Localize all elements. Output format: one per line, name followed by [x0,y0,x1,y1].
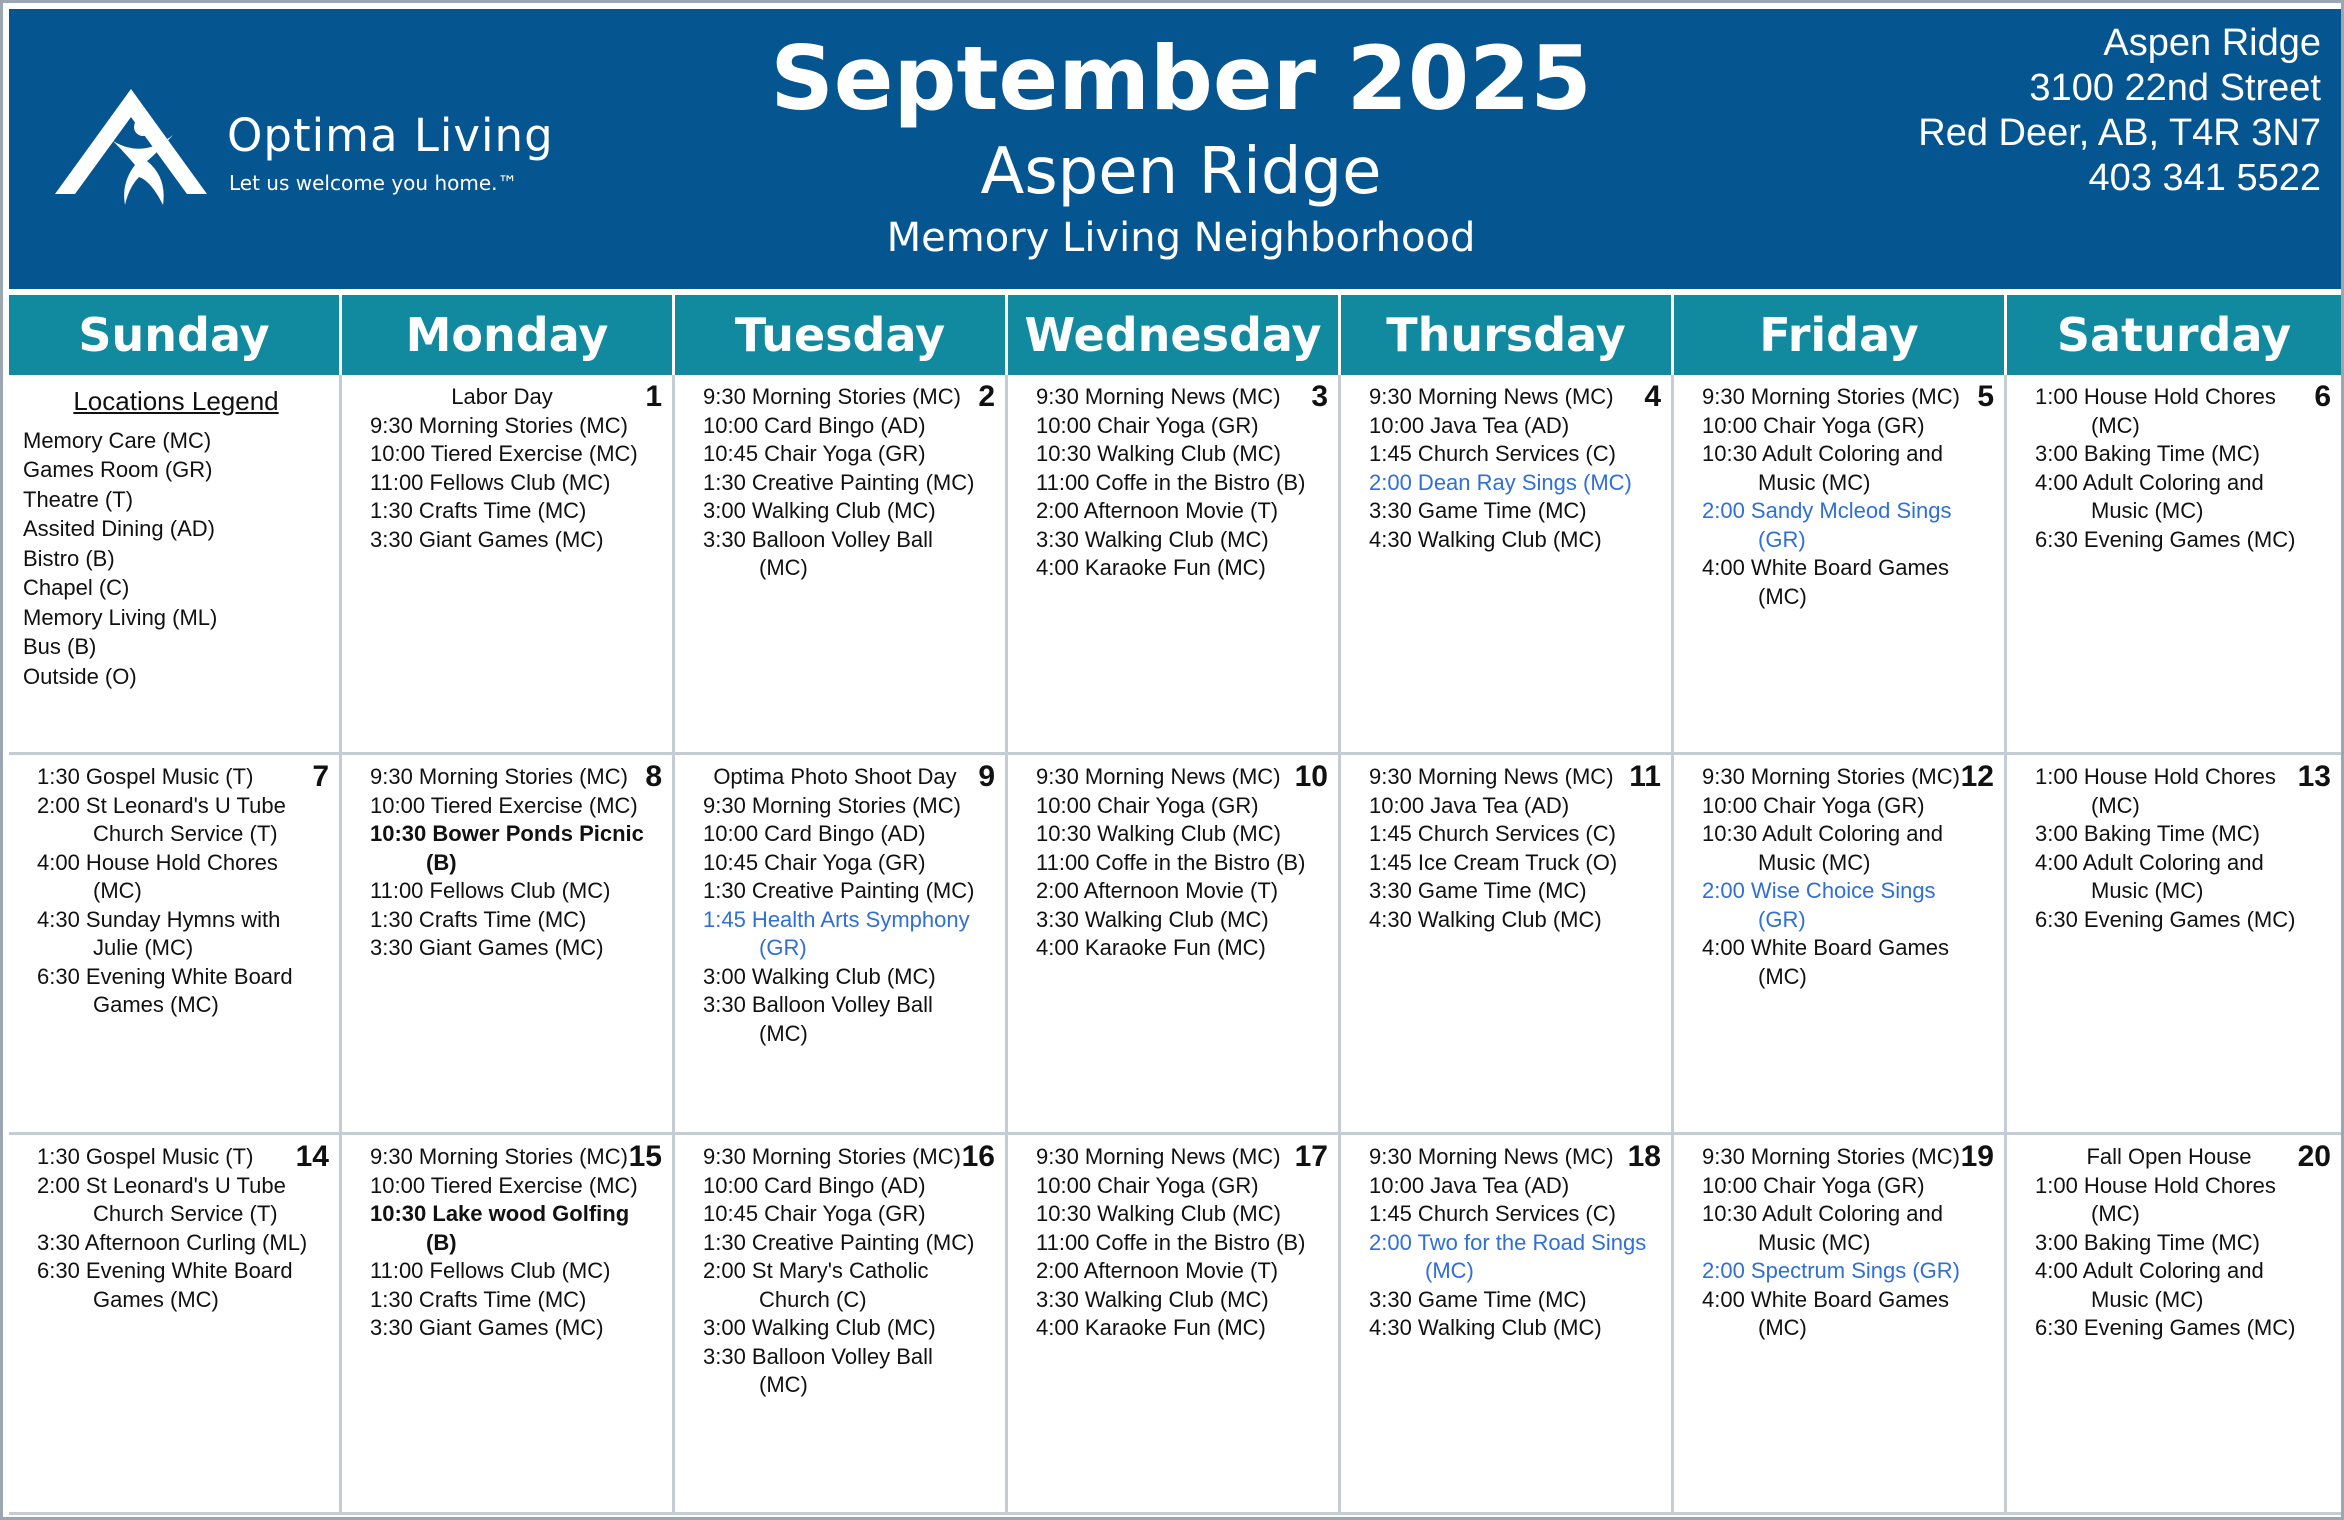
event-item: 3:00 Walking Club (MC) [703,498,936,523]
day-number: 5 [1977,380,1994,413]
event-list [356,1140,662,1343]
logo-wordmark: Optima Living [227,109,554,162]
event-item: 6:30 Evening Games (MC) [2035,906,2296,932]
event-list [1022,760,1328,963]
event-item: 10:30 Walking Club (MC) [1036,821,1281,846]
event-item: 11:00 Fellows Club (MC) [370,469,611,495]
day-cell [1341,755,1674,1135]
event-item: 4:00 Karaoke Fun (MC) [1036,555,1266,580]
address-line: Aspen Ridge [2103,22,2321,64]
day-number: 18 [1627,1140,1661,1173]
event-item: 1:30 Gospel Music (T) [37,1144,254,1169]
residence-name: Aspen Ridge [980,135,1382,209]
event-item: 3:30 Game Time (MC) [1369,878,1587,903]
event-item: 10:00 Chair Yoga (GR) [1036,412,1259,438]
event-item: 4:00 House Hold Chores (MC) [37,849,278,903]
contact-address [1918,21,2321,201]
event-item: 11:00 Coffe in the Bistro (B) [1036,1229,1306,1255]
event-item: 2:00 Two for the Road Sings (MC) [1369,1229,1647,1283]
day-number: 8 [645,760,662,793]
event-item: 1:45 Ice Cream Truck (O) [1369,849,1618,875]
weekday-thursday: Thursday [1341,295,1674,375]
day-number: 15 [628,1140,662,1173]
event-list [1022,380,1328,583]
event-list [689,380,995,583]
event-item: 10:30 Bower Ponds Picnic (B) [370,821,644,875]
legend-title: Locations Legend [73,386,279,416]
event-item: 3:30 Balloon Volley Ball (MC) [703,526,933,580]
event-list [356,760,662,963]
event-item: 10:00 Tiered Exercise (MC) [370,441,638,466]
event-item: 9:30 Morning Stories (MC) [703,1144,961,1169]
event-item: 10:30 Walking Club (MC) [1036,1201,1281,1226]
event-item: 4:30 Walking Club (MC) [1369,906,1602,932]
event-item: 4:00 Adult Coloring and Music (MC) [2035,1258,2264,1312]
event-item: 2:00 Afternoon Movie (T) [1036,1258,1279,1283]
locations-legend [9,375,342,755]
day-number: 7 [312,760,329,793]
event-item: 3:30 Giant Games (MC) [370,1315,604,1340]
event-item: 6:30 Evening Games (MC) [2035,526,2296,552]
event-item: 1:45 Church Services (C) [1369,441,1616,466]
event-item: 4:30 Walking Club (MC) [1369,1315,1602,1340]
day-number: 16 [961,1140,995,1173]
event-item: 4:30 Sunday Hymns with Julie (MC) [37,906,281,960]
event-item: 9:30 Morning News (MC) [1369,1144,1614,1169]
day-cell [2007,1135,2341,1515]
event-item: 1:30 Crafts Time (MC) [370,498,587,523]
event-item: 9:30 Morning Stories (MC) [1702,1144,1960,1169]
event-item: 9:30 Morning Stories (MC) [1702,764,1960,789]
day-cell [342,1135,675,1515]
event-item: 10:45 Chair Yoga (GR) [703,1201,926,1226]
event-item: 10:30 Lake wood Golfing (B) [370,1201,630,1255]
event-item: 4:00 White Board Games (MC) [1702,935,1950,989]
day-cell [9,755,342,1135]
event-item: 4:30 Walking Club (MC) [1369,526,1602,552]
legend-item: Theatre (T) [23,486,134,512]
address-line: Red Deer, AB, T4R 3N7 [1918,112,2321,154]
event-item: 3:30 Game Time (MC) [1369,1286,1587,1312]
event-item: 4:00 White Board Games (MC) [1702,555,1950,609]
event-item: 1:30 Creative Painting (MC) [703,878,975,903]
event-item: 10:00 Chair Yoga (GR) [1702,792,1925,818]
event-item: 1:45 Church Services (C) [1369,1201,1616,1226]
event-item: 10:30 Adult Coloring and Music (MC) [1702,821,1943,875]
day-cell [1674,375,2007,755]
event-list [2021,760,2331,934]
event-list [1688,760,1994,991]
day-number: 14 [295,1140,329,1173]
day-cell [2007,755,2341,1135]
event-item: 6:30 Evening White Board Games (MC) [37,1258,293,1312]
event-item: 9:30 Morning Stories (MC) [370,1144,628,1169]
event-item: 11:00 Coffe in the Bistro (B) [1036,469,1306,495]
event-item: 2:00 Dean Ray Sings (MC) [1369,469,1632,495]
legend-item: Chapel (C) [23,575,130,600]
day-cell [675,1135,1008,1515]
event-item: 1:00 House Hold Chores (MC) [2035,764,2276,818]
day-number: 20 [2297,1140,2331,1173]
day-number: 9 [978,760,995,793]
day-cell [1008,1135,1341,1515]
event-item: 4:00 Karaoke Fun (MC) [1036,1315,1266,1340]
event-item: 1:00 House Hold Chores (MC) [2035,1172,2276,1226]
event-item: 2:00 Sandy Mcleod Sings (GR) [1702,498,1952,552]
day-number: 11 [1629,760,1661,793]
legend-item: Memory Care (MC) [23,427,212,453]
event-item: 11:00 Coffe in the Bistro (B) [1036,849,1306,875]
legend-item: Outside (O) [23,663,137,689]
event-item: 10:00 Card Bingo (AD) [703,1172,926,1198]
event-item: 1:45 Health Arts Symphony (GR) [703,906,970,960]
event-item: 9:30 Morning Stories (MC) [370,764,628,789]
day-cell [342,755,675,1135]
event-item: 1:30 Gospel Music (T) [37,764,254,789]
day-note: Fall Open House [2086,1144,2252,1169]
event-item: 9:30 Morning News (MC) [1369,384,1614,409]
event-item: 3:30 Balloon Volley Ball (MC) [703,1343,933,1397]
event-list [2021,1140,2331,1343]
day-cell [1674,755,2007,1135]
event-list [23,760,329,1020]
neighborhood-name: Memory Living Neighborhood [886,215,1476,261]
calendar-header [9,9,2341,289]
legend-list [23,426,329,692]
event-list [1355,760,1661,934]
event-list [1355,380,1661,554]
day-number: 6 [2314,380,2331,413]
event-item: 2:00 St Leonard's U Tube Church Service (T) [37,1172,286,1226]
weekday-monday: Monday [342,295,675,375]
event-item: 11:00 Fellows Club (MC) [370,878,611,903]
event-item: 3:30 Walking Club (MC) [1036,1286,1269,1312]
event-item: 10:00 Chair Yoga (GR) [1036,792,1259,818]
event-item: 10:30 Adult Coloring and Music (MC) [1702,441,1943,495]
day-number: 13 [2297,760,2331,793]
event-item: 11:00 Fellows Club (MC) [370,1258,611,1283]
address-line: 3100 22nd Street [2029,67,2321,109]
event-item: 1:30 Crafts Time (MC) [370,1286,587,1312]
event-list [1355,1140,1661,1343]
event-item: 10:45 Chair Yoga (GR) [703,441,926,466]
event-item: 4:00 Adult Coloring and Music (MC) [2035,469,2264,523]
weekday-saturday: Saturday [2007,295,2341,375]
day-cell [675,755,1008,1135]
event-item: 10:00 Java Tea (AD) [1369,1172,1570,1198]
event-item: 10:00 Chair Yoga (GR) [1702,412,1925,438]
day-cell [342,375,675,755]
day-cell [9,1135,342,1515]
event-list [23,1140,329,1314]
event-item: 3:30 Game Time (MC) [1369,498,1587,523]
weekday-wednesday: Wednesday [1008,295,1341,375]
event-item: 3:00 Walking Club (MC) [703,963,936,989]
day-number: 4 [1644,380,1661,413]
event-item: 3:30 Giant Games (MC) [370,526,604,552]
event-item: 4:00 White Board Games (MC) [1702,1286,1950,1340]
event-item: 10:00 Card Bingo (AD) [703,821,926,846]
event-item: 3:00 Baking Time (MC) [2035,441,2260,466]
event-item: 2:00 Afternoon Movie (T) [1036,498,1279,523]
weekday-sunday: Sunday [9,295,342,375]
event-list [689,760,995,1048]
day-number: 1 [645,380,662,413]
day-number: 10 [1294,760,1328,793]
event-list [2021,380,2331,554]
day-cell [1008,375,1341,755]
event-item: 2:00 St Leonard's U Tube Church Service (T) [37,792,286,846]
event-list [356,380,662,554]
day-number: 3 [1311,380,1328,413]
legend-item: Games Room (GR) [23,457,213,482]
logo-tagline: Let us welcome you home.™ [229,171,518,195]
event-item: 10:45 Chair Yoga (GR) [703,849,926,875]
event-item: 3:00 Walking Club (MC) [703,1315,936,1340]
event-item: 3:30 Walking Club (MC) [1036,906,1269,932]
event-item: 6:30 Evening White Board Games (MC) [37,963,293,1017]
event-item: 3:00 Baking Time (MC) [2035,821,2260,846]
weekday-friday: Friday [1674,295,2007,375]
event-list [689,1140,995,1400]
legend-item: Memory Living (ML) [23,604,218,630]
event-item: 1:30 Creative Painting (MC) [703,1229,975,1255]
event-item: 1:30 Creative Painting (MC) [703,469,975,495]
event-item: 9:30 Morning Stories (MC) [1702,384,1960,409]
event-list [1688,1140,1994,1343]
weekday-tuesday: Tuesday [675,295,1008,375]
event-item: 10:00 Java Tea (AD) [1369,412,1570,438]
event-item: 9:30 Morning News (MC) [1369,764,1614,789]
event-list [1688,380,1994,611]
calendar-month-title: September 2025 [770,27,1592,130]
calendar-grid [9,375,2341,1515]
event-item: 1:00 House Hold Chores (MC) [2035,384,2276,438]
phone-number: 403 341 5522 [2088,157,2321,199]
day-cell [1674,1135,2007,1515]
event-item: 10:00 Chair Yoga (GR) [1702,1172,1925,1198]
weekday-header-row [9,295,2341,375]
event-item: 3:30 Balloon Volley Ball (MC) [703,992,933,1046]
event-item: 10:00 Chair Yoga (GR) [1036,1172,1259,1198]
event-item: 9:30 Morning News (MC) [1036,384,1281,409]
event-item: 10:00 Tiered Exercise (MC) [370,1172,638,1198]
event-item: 9:30 Morning Stories (MC) [703,384,961,409]
event-item: 10:00 Tiered Exercise (MC) [370,792,638,818]
event-item: 3:00 Baking Time (MC) [2035,1229,2260,1255]
day-note: Labor Day [451,384,553,409]
event-item: 4:00 Adult Coloring and Music (MC) [2035,849,2264,903]
event-item: 1:30 Crafts Time (MC) [370,906,587,932]
event-item: 4:00 Karaoke Fun (MC) [1036,935,1266,960]
event-item: 9:30 Morning Stories (MC) [703,792,961,818]
event-list [1022,1140,1328,1343]
event-item: 2:00 St Mary's Catholic Church (C) [703,1258,929,1312]
event-item: 10:00 Java Tea (AD) [1369,792,1570,818]
day-cell [1341,1135,1674,1515]
day-cell [1008,755,1341,1135]
day-cell [2007,375,2341,755]
event-item: 3:30 Afternoon Curling (ML) [37,1229,308,1255]
event-item: 2:00 Afternoon Movie (T) [1036,878,1279,903]
event-item: 6:30 Evening Games (MC) [2035,1315,2296,1340]
event-item: 10:30 Walking Club (MC) [1036,441,1281,466]
event-item: 2:00 Spectrum Sings (GR) [1702,1258,1960,1283]
day-note: Optima Photo Shoot Day [713,764,957,789]
legend-item: Bistro (B) [23,545,115,571]
day-number: 2 [978,380,995,413]
day-cell [1341,375,1674,755]
legend-item: Assited Dining (AD) [23,516,215,541]
day-cell [675,375,1008,755]
event-item: 3:30 Giant Games (MC) [370,935,604,960]
event-item: 9:30 Morning News (MC) [1036,764,1281,789]
event-item: 9:30 Morning Stories (MC) [370,412,628,438]
event-item: 9:30 Morning News (MC) [1036,1144,1281,1169]
day-number: 12 [1960,760,1994,793]
legend-item: Bus (B) [23,634,97,659]
event-item: 10:30 Adult Coloring and Music (MC) [1702,1201,1943,1255]
event-item: 10:00 Card Bingo (AD) [703,412,926,438]
day-number: 17 [1294,1140,1328,1173]
day-number: 19 [1960,1140,1994,1173]
event-item: 2:00 Wise Choice Sings (GR) [1702,878,1936,932]
event-item: 1:45 Church Services (C) [1369,821,1616,846]
event-item: 3:30 Walking Club (MC) [1036,526,1269,552]
